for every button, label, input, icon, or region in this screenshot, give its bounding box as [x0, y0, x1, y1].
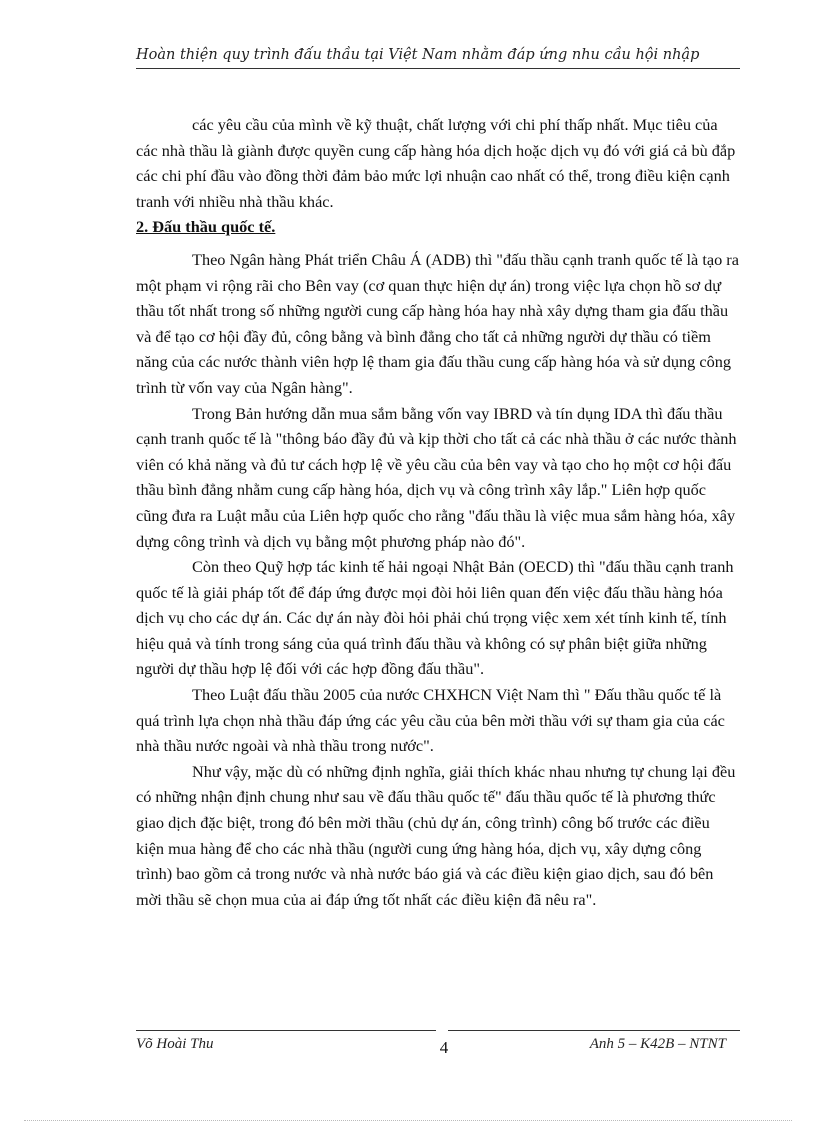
footer-rule-right	[448, 1030, 740, 1031]
section-heading: 2. Đấu thầu quốc tế.	[136, 217, 276, 237]
footer-rule-left	[136, 1030, 436, 1031]
paragraph-1: các yêu cầu của mình về kỹ thuật, chất lượng với chi phí thấp nhất. Mục tiêu của các nhà thầu là giành được quyền cung cấp hàng hóa dịch hoặc dịch vụ đó với giá cả bù đắp các chi phí đầu vào đồng thời đảm bảo mức lợi nhuận cao nhất có thể, trong điều kiện cạnh tranh với nhiều nhà thầu khác.	[136, 115, 736, 211]
paragraph-oecd: Còn theo Quỹ hợp tác kinh tế hải ngoại Nhật Bản (OECD) thì "đấu thầu cạnh tranh quốc tế là giải pháp tốt để đáp ứng được mọi đòi hỏi liên quan đến việc đấu thầu hàng hóa dịch vụ cho các dự án. Các dự án này đòi hỏi phải chú trọng việc xem xét tính kinh tế, tính hiệu quả và tính trong sáng của quá trình đấu thầu và không có sự phân biệt giữa những người dự thầu hợp lệ đối với các hợp đồng đấu thầu".	[136, 557, 734, 679]
running-header: Hoàn thiện quy trình đấu thầu tại Việt Nam nhằm đáp ứng nhu cầu hội nhập	[136, 47, 700, 63]
header-rule	[136, 68, 740, 69]
document-body	[136, 112, 740, 912]
paragraph-law-2005: Theo Luật đấu thầu 2005 của nước CHXHCN Việt Nam thì " Đấu thầu quốc tế là quá trình lựa chọn nhà thầu đáp ứng các yêu cầu của bên mời thầu với sự tham gia của các nhà thầu nước ngoài và nhà thầu trong nước".	[136, 685, 725, 756]
page-number: 4	[439, 1038, 449, 1057]
paragraph-ibrd: Trong Bản hướng dẫn mua sắm bằng vốn vay IBRD và tín dụng IDA thì đấu thầu cạnh tranh quốc tế là "thông báo đầy đủ và kịp thời cho tất cả các nhà thầu ở các nước thành viên có khả năng và đủ tư cách hợp lệ về yêu cầu của bên vay và tạo cho họ một cơ hội đấu thầu bình đẳng nhằm cung cấp hàng hóa, dịch vụ và công trình xây lắp." Liên hợp quốc cũng đưa ra Luật mẫu của Liên hợp quốc cho rằng "đấu thầu là việc mua sắm hàng hóa, xây dựng công trình và dịch vụ bằng một phương pháp nào đó".	[136, 403, 737, 551]
footer-author: Võ Hoài Thu	[136, 1036, 214, 1052]
paragraph-conclusion: Như vậy, mặc dù có những định nghĩa, giải thích khác nhau nhưng tự chung lại đều có những nhận định chung như sau về đấu thầu quốc tế" đấu thầu quốc tế là phương thức giao dịch đặc biệt, trong đó bên mời thầu (chủ dự án, công trình) công bố trước các điều kiện mua hàng để cho các nhà thầu (người cung ứng hàng hóa, dịch vụ, xây dựng công trình) bao gồm cả trong nước và nhà nước báo giá và các điều kiện giao dịch, sau đó bên mời thầu sẽ chọn mua của ai đáp ứng tốt nhất các điều kiện đã nêu ra".	[136, 761, 736, 909]
paragraph-adb: Theo Ngân hàng Phát triển Châu Á (ADB) thì "đấu thầu cạnh tranh quốc tế là tạo ra một phạm vi rộng rãi cho Bên vay (cơ quan thực hiện dự án) trong việc lựa chọn hồ sơ dự thầu tốt nhất trong số những người cung cấp hàng hóa hay nhà xây dựng tham gia đấu thầu và để tạo cơ hội đầy đủ, công bằng và bình đẳng cho tất cả những người dự thầu có tiềm năng của các nước thành viên hợp lệ tham gia đấu thầu cung cấp hàng hóa và sử dụng công trình từ vốn vay của Ngân hàng".	[136, 249, 739, 397]
page-bottom-border	[24, 1120, 792, 1121]
footer-class: Anh 5 – K42B – NTNT	[589, 1036, 726, 1052]
